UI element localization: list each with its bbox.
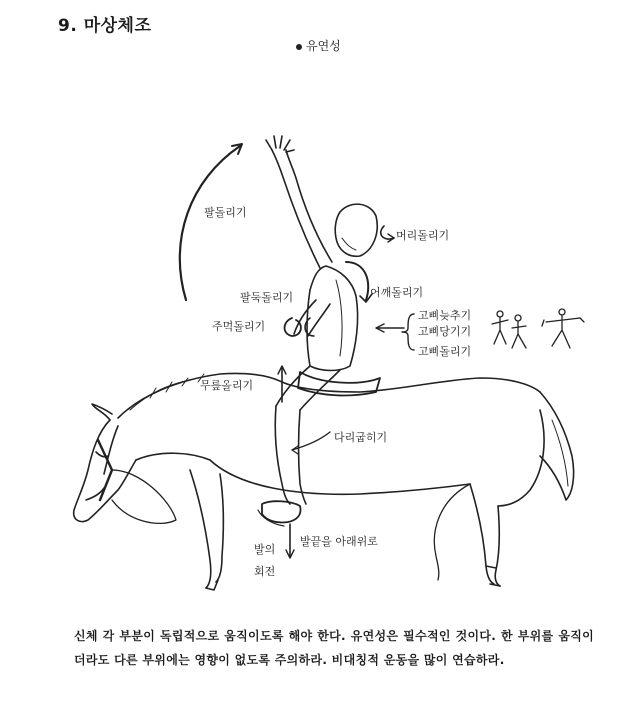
small-rider-figures [492, 309, 584, 348]
label-forearm-rotation: 팔둑돌리기 [240, 291, 294, 304]
leg-bend-arrow [292, 432, 330, 450]
arm-rotation-arrow [180, 146, 240, 300]
rider-torso [307, 266, 358, 371]
horse-belly [210, 460, 470, 494]
label-foot-rotation-2: 회전 [254, 565, 276, 578]
horse-tail [540, 392, 574, 500]
label-knee-raise: 무릎올리기 [200, 379, 254, 392]
label-toe-up-down: 발끝을 아래위로 [300, 535, 378, 548]
rider-boot [262, 501, 301, 522]
horse-hind-leg [470, 484, 494, 584]
label-rein-pull: 고삐당기기 [418, 325, 472, 338]
horse-front-leg [190, 470, 211, 588]
label-rein-loosen: 고삐늦추기 [418, 309, 472, 322]
rider-head [335, 204, 377, 256]
section-title: 9. 마상체조 [58, 16, 152, 36]
label-rein-turn: 고삐돌리기 [418, 345, 472, 358]
rider-raised-arm [272, 150, 320, 268]
fist-rotation-curl [285, 318, 301, 336]
label-head-rotation: 머리돌리기 [396, 229, 450, 242]
label-leg-bend: 다리굽히기 [334, 431, 388, 444]
rein-brace [402, 314, 414, 350]
label-arm-rotation: 팔돌리기 [204, 206, 247, 219]
label-foot-rotation-1: 발의 [254, 543, 276, 556]
caption-paragraph: 신체 각 부분이 독립적으로 움직이도록 해야 한다. 유연성은 필수적인 것이다. 한 부위를 움직이더라도 다른 부위에는 영향이 없도록 주의하라. 비대칭적 운동을 많이 연습하라. [74, 629, 594, 667]
label-fist-rotation: 주먹돌리기 [212, 320, 266, 333]
rider-hand [266, 136, 294, 152]
subtitle-text: 유연성 [306, 39, 341, 53]
label-shoulder-rotation: 어깨돌리기 [370, 286, 424, 299]
